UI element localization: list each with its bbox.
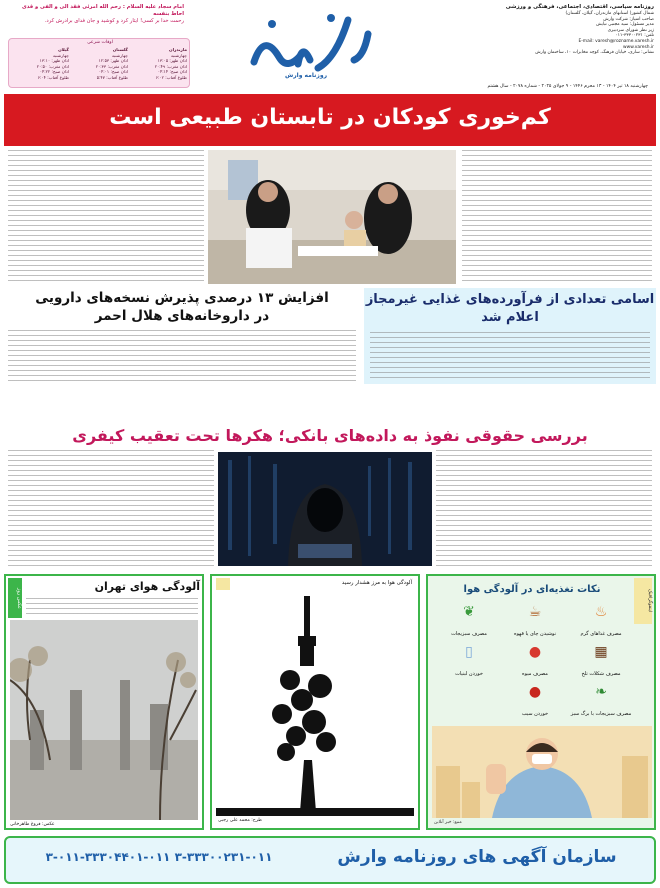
about-line-2: صاحب امتیاز: شرکت وارش: [603, 16, 654, 22]
pharmacy-title-1: افزایش ۱۳ درصدی پذیرش نسخه‌های دارویی: [35, 290, 329, 306]
info-item-4: ● مصرف میوه: [504, 644, 566, 679]
about-line-1: شمال کشور( استانهای مازندران، گیلان، گلستان): [565, 11, 654, 16]
apple-icon: ●: [528, 684, 542, 700]
masthead-logo: [236, 2, 376, 88]
prayer-title: اوقات شرعی: [87, 40, 113, 45]
about-line-6: E-mail: varesh@rozname.varesh.ir: [578, 38, 654, 44]
lead-right-text: [462, 150, 652, 284]
cartoon-image: [216, 590, 414, 816]
leafy-greens-icon: ❧: [595, 684, 607, 700]
lead-photo: [208, 150, 456, 284]
hacker-image: [218, 452, 432, 566]
about-block: [468, 4, 654, 84]
quote-text: امام سجاد علیه السلام : رحم الله امرئی فقد الی و الفی و قدی احاط بنفسه: [21, 4, 184, 17]
infographic-tag: اینفوگرافیک: [634, 578, 652, 624]
pharmacy-story: [4, 288, 360, 384]
prayer-column: [13, 47, 69, 87]
pharmacy-title-2: در داروخانه‌های هلال احمر: [94, 308, 270, 324]
prayer-time-row: طلوع آفتاب: ۵:۴۷: [96, 74, 128, 80]
food-story: [364, 288, 656, 384]
tehran-title: آلودگی هوای تهران: [94, 580, 200, 593]
ad-phones: ۳-۳۳۳۰۰۲۳۱-۰۱۱ ۳-۰۱۱-۳۳۳۰۴۴۰۱-۰۱۱: [45, 850, 273, 864]
info-item-5: ▯ خوردن لبنیات: [438, 644, 500, 679]
vegetable-icon: ❦: [463, 604, 475, 620]
cartoon-box: [210, 574, 420, 830]
prayer-time-row: طلوع آفتاب: ۶:۰۴: [37, 74, 69, 80]
prayer-times: [8, 38, 190, 88]
pharmacy-text: [8, 330, 356, 382]
about-line-7: www.varesh.ir: [623, 44, 654, 50]
prayer-time-row: اذان ظهر: ۱۳:۱۰: [39, 58, 69, 64]
about-line-0: روزنامه سیاسی، اقتصادی، اجتماعی، فرهنگی و ورزشی: [505, 4, 654, 10]
tehran-tag: عکس روز: [8, 578, 22, 618]
ad-banner: [4, 836, 656, 884]
quote-box: [8, 4, 184, 38]
prayer-city: گلستان: [112, 47, 128, 52]
prayer-column: [72, 47, 128, 87]
prayer-time-row: طلوع آفتاب: ۶:۰۲: [155, 74, 187, 80]
fruit-icon: ●: [528, 644, 542, 660]
about-line-5: تلفن: ۳۳۳۰۰۲۳۱-۰۱۱: [615, 33, 654, 39]
info-item-7: ❧ مصرف سبزیجات با برگ سبز: [570, 684, 632, 717]
infographic-source: منبع: خبر آنلاین: [434, 820, 462, 825]
tehran-image: [10, 620, 198, 820]
date-line: چهارشنبه ۱۸ تیر ۱۴۰۴ - ۱۳ محرم ۱۴۴۶ - ۹ جولای ۲۰۲۵ - شماره ۲۰۷۸ - سال هشتم: [487, 84, 648, 89]
prayer-time-row: اذان ظهر: ۱۳:۰۵: [157, 58, 187, 64]
infographic-illustration: [432, 726, 652, 818]
food-text: [370, 332, 650, 382]
lead-headline: کم‌خوری کودکان در تابستان طبیعی است: [109, 105, 551, 130]
food-title-2: اعلام شد: [481, 310, 539, 325]
prayer-time-row: اذان صبح: ۰۴:۰۱: [98, 69, 128, 75]
about-line-3: مدیر مسئول: سید مجتبی تبایش: [596, 22, 654, 28]
infographic-title: نکات تغذیه‌ای در آلودگی هوا: [463, 584, 601, 595]
tea-icon: ☕: [528, 604, 542, 620]
lead-headline-bar: [4, 94, 656, 146]
address-line: نشانی: ساری، خیابان فرهنگ، کوچه مخابرات ۱۰، ساختمان وارش: [535, 50, 654, 56]
about-line-4: زیر نظر شورای سردبیری: [607, 27, 654, 33]
dairy-icon: ▯: [465, 644, 473, 660]
logo-text: روزنامه وارش: [284, 72, 328, 79]
cartoon-caption: آلودگی هوا به مرز هشدار رسید: [341, 580, 412, 586]
info-item-0: ♨ مصرف غذاهای گرم: [570, 604, 632, 639]
info-item-3: ▦ مصرف شکلات تلخ: [570, 644, 632, 679]
lead-left-text: [8, 150, 204, 284]
hacker-photo: [218, 452, 432, 566]
infographic-box: [426, 574, 656, 830]
banking-title: بررسی حقوقی نفوذ به داده‌های بانکی؛ هکرها تحت تعقیب کیفری: [72, 426, 588, 445]
prayer-time-row: اذان مغرب: ۲۰:۳۳: [95, 63, 128, 69]
prayer-day: چهارشنبه: [170, 52, 187, 58]
prayer-day: چهارشنبه: [52, 52, 69, 58]
cartoon-credit: طرح: محمد علی رجبی: [218, 818, 262, 823]
prayer-time-row: اذان صبح: ۰۴:۲۲: [39, 69, 69, 75]
prayer-time-row: اذان مغرب: ۲۰:۵۰: [36, 63, 69, 69]
prayer-city: مازندران: [169, 47, 187, 52]
banking-left-text: [8, 450, 214, 566]
prayer-time-row: اذان صبح: ۰۴:۱۴: [157, 69, 187, 75]
prayer-city: گیلان: [58, 47, 69, 52]
prayer-day: چهارشنبه: [111, 52, 128, 58]
food-title-1: اسامی تعدادی از فرآورده‌های غذایی غیرمجاز: [365, 292, 655, 307]
quote-translation: رحمت خدا بر کسی! ایثار کرد و کوشید و جان فدای برادرش کرد.: [44, 18, 184, 24]
tehran-box: [4, 574, 204, 830]
infographic-grid: [434, 604, 634, 724]
masthead: [0, 0, 660, 90]
hot-food-icon: ♨: [594, 604, 608, 620]
tehran-photo: [10, 620, 198, 820]
banking-right-text: [436, 450, 652, 566]
info-item-6: ● خوردن سیب: [504, 684, 566, 719]
info-item-2: ❦ مصرف سبزیجات: [438, 604, 500, 639]
tehran-text: [26, 598, 198, 614]
masked-person-image: [432, 726, 652, 818]
prayer-time-row: اذان مغرب: ۲۰:۴۹: [154, 63, 187, 69]
ad-text: سازمان آگهی های روزنامه وارش: [337, 847, 617, 867]
prayer-column: [131, 47, 187, 87]
prayer-time-row: اذان ظهر: ۱۲:۵۳: [98, 58, 128, 64]
cartoon-image-wrap: [216, 590, 414, 816]
lead-photo-image: [208, 150, 456, 284]
tehran-caption: عکس: فروغ طاهرخانی: [10, 822, 55, 827]
chocolate-icon: ▦: [594, 644, 608, 660]
info-item-1: ☕ نوشیدن چای یا قهوه: [504, 604, 566, 639]
